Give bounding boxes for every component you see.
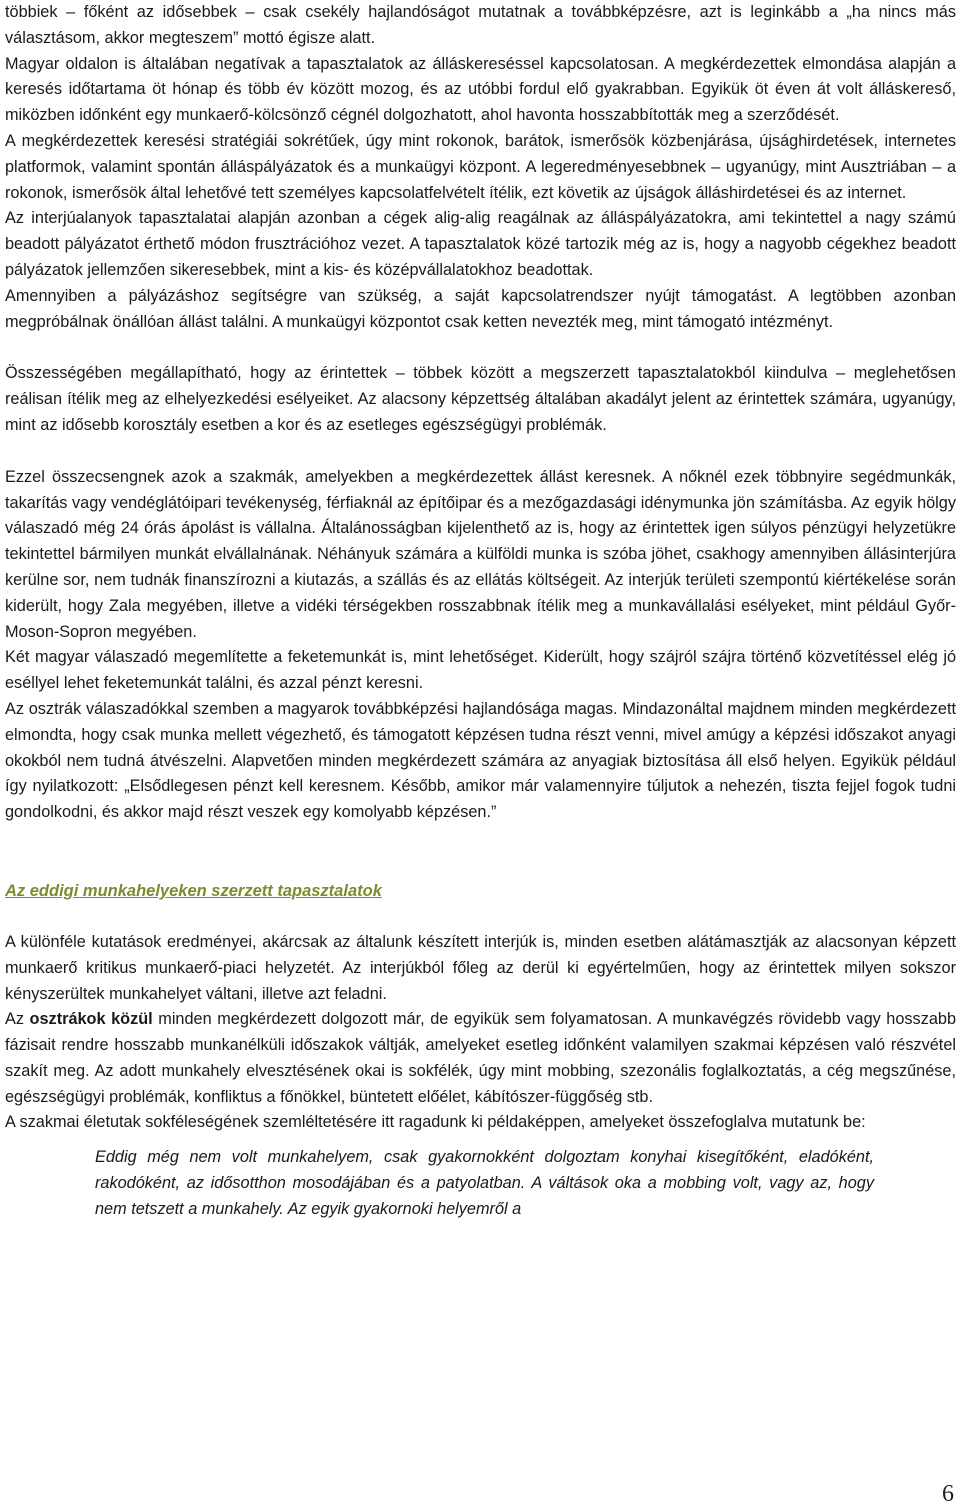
text-run: minden megkérdezett dolgozott már, de egyikük sem folyamatosan. A munkavégzés rövidebb vagy hosszabb fázisait rendre hosszabb munkanélküli időszakok váltják, amelyeket esetleg időnként valamilyen szakmai képzésen való részvétel szakít meg. Az adott munkahely elvesztésének okai is sokfélék, úgy mint mobbing, szezonális foglalkoztatás, a cég megszűnése, egészségügyi problémák, konfliktus a főnökkel, büntetett előélet, kábítószer-függőség stb.: [5, 1010, 956, 1106]
spacer: [5, 1136, 956, 1145]
paragraph-further-training: Az osztrák válaszadókkal szemben a magyarok továbbképzési hajlandósága magas. Mindazonáltal majdnem minden megkérdezett elmondta, hogy csak munka mellett végezhető, és támogatott képzésen tudna részt venni, mivel amúgy a képzési időszakot anyagi okokból nem tudná átvészelni. Alapvetően minden megkérdezett számára az anyagiak biztosítása áll első helyen. Egyikük például így nyilatkozott: „Elsődlegesen pénzt kell keresnem. Később, amikor már valamennyire túljutok a nehezén, tiszta fejjel fogok tudni gondolkodni, és akkor majd részt veszek egy komolyabb képzésen.”: [5, 699, 956, 822]
spacer: [5, 826, 956, 878]
paragraph-job-search-hungary: Magyar oldalon is általában negatívak a tapasztalatok az álláskereséssel kapcsolatosan. A megkérdezettek elmondása alapján a keresés időtartama öt hónap és több év között mozog, és az utóbbi fordul elő gyakrabban. Egyikük öt éven át volt álláskereső, miközben időnként egy munkaerő-kölcsönző cégnél dolgozhatott, ahol havonta hosszabbították meg a szerződését.: [5, 54, 956, 125]
paragraph-austrians: [5, 1007, 956, 1110]
section-heading: Az eddigi munkahelyeken szerzett tapasztalatok: [5, 881, 382, 900]
page-number: 6: [942, 1481, 954, 1507]
paragraph-application-experience: Az interjúalanyok tapasztalatai alapján azonban a cégek alig-alig reagálnak az álláspályázatokra, ami tekintettel a nagy számú beadott pályázatot érthető módon frusztrációhoz vezet. A tapasztalatok közé tartozik még az is, hogy a nagyobb cégekhez beadott pályázatok jellemzően sikeresebbek, mint a kis- és középvállalatokhoz beadottak.: [5, 209, 956, 279]
paragraph-black-work: Két magyar válaszadó megemlítette a feketemunkát is, mint lehetőséget. Kiderült, hogy szájról szájra történő közvetítéssel elég jó eséllyel lehet feketemunkát találni, és azzal pénzt keresni.: [5, 648, 956, 693]
document-page: [5, 0, 956, 1223]
spacer: [5, 904, 956, 930]
paragraph-professions: Ezzel összecsengnek azok a szakmák, amelyekben a megkérdezettek állást keresnek. A nőknél ezek többnyire segédmunkák, takarítás vagy vendéglátóipari tevékenység, férfiaknál az építőipar és a mezőgazdasági idénymunka jön számításba. Az egyik hölgy válaszadó még 24 órás ápolást is vállalna. Általánosságban kijelenthető az is, hogy az érintettek igen súlyos pénzügyi helyzetükre tekintettel bármilyen munkát elvállalnának. Néhányuk számára a külföldi munka is szóba jöhet, csakhogy amennyiben állásinterjúra kerülne sor, nem tudnák finanszírozni a kiutazás, a szállás és az ellátás költségeit. Az interjúk területi szempontú kiértékelése során kiderült, hogy Zala megyében, illetve a vidéki térségekben rosszabbnak ítélik meg a munkavállalási esélyeket, mint például Győr-Moson-Sopron megyében.: [5, 467, 956, 641]
interview-quote: Eddig még nem volt munkahelyem, csak gyakornokként dolgoztam konyhai kisegítőként, eladóként, rakodóként, az idősotthon mosodájában és a patyolatban. A váltások oka a mobbing volt, vagy az, hogy nem tetszett a munkahely. Az egyik gyakornoki helyemről a: [95, 1148, 874, 1218]
paragraph-career-paths: A szakmai életutak sokféleségének szemléltetésére itt ragadunk ki példaképpen, amelyeket összefoglalva mutatunk be:: [5, 1113, 866, 1132]
bold-text: osztrákok közül: [29, 1010, 153, 1029]
paragraph-search-strategies: A megkérdezettek keresési stratégiái sokrétűek, úgy mint rokonok, barátok, ismerősök közbenjárása, újsághirdetések, internetes platformok, valamint spontán álláspályázatok és a munkaügyi központ. A legeredményesebbnek – ugyanúgy, mint Ausztriában – a rokonok, ismerősök által lehetővé tett személyes kapcsolatfelvételt ítélik, ezt követik az újságok álláshirdetései és az internet.: [5, 131, 956, 202]
spacer: [5, 335, 956, 361]
paragraph-continuation: többiek – főként az idősebbek – csak csekély hajlandóságot mutatnak a továbbképzésre, azt is leginkább a „ha nincs más választásom, akkor megteszem” mottó égisze alatt.: [5, 3, 956, 47]
paragraph-summary: Összességében megállapítható, hogy az érintettek – többek között a megszerzett tapasztalatokból kiindulva – meglehetősen reálisan ítélik meg az elhelyezkedési esélyeiket. Az alacsony képzettség általában akadályt jelent az érintettek számára, ugyanúgy, mint az idősebb korosztály esetben a kor és az esetleges egészségügyi problémák.: [5, 364, 956, 434]
spacer: [5, 439, 956, 465]
paragraph-research-results: A különféle kutatások eredményei, akárcsak az általunk készített interjúk is, minden esetben alátámasztják az alacsonyan képzett munkaerő kritikus munkaerő-piaci helyzetét. Az interjúkból főleg az derül ki egyértelműen, hogy az érintettek milyen sokszor kényszerültek munkahelyet váltani, illetve azt feladni.: [5, 932, 956, 1003]
paragraph-support: Amennyiben a pályázáshoz segítségre van szükség, a saját kapcsolatrendszer nyújt támogatást. A legtöbben azonban megpróbálnak önállóan állást találni. A munkaügyi központot csak ketten nevezték meg, mint támogató intézményt.: [5, 286, 956, 331]
text-run: Az: [5, 1010, 30, 1029]
